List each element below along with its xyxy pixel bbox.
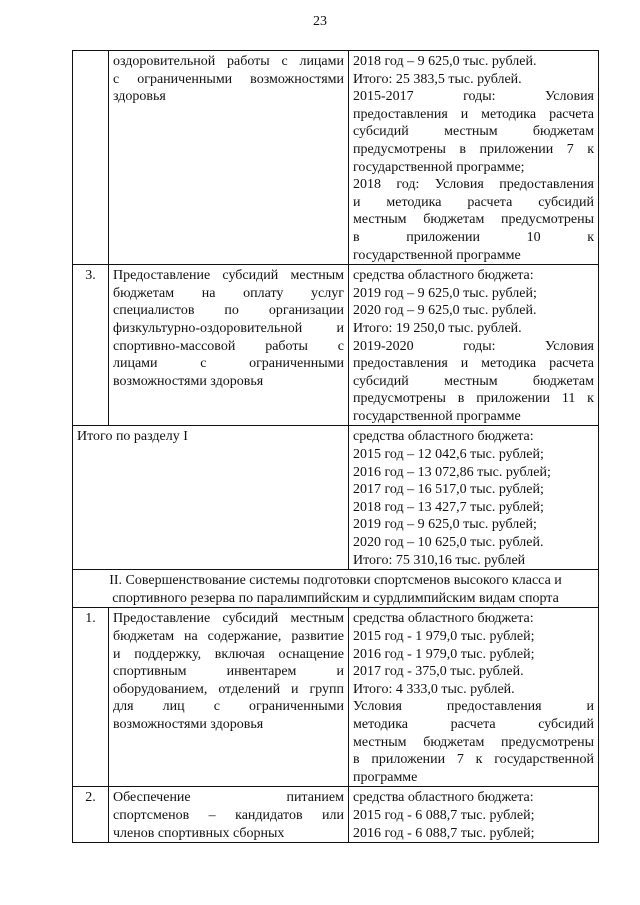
text-line: государственной программе; bbox=[353, 159, 525, 175]
text-line: спортивным инвентарем и bbox=[113, 664, 344, 680]
text-line: 2016 год - 1 979,0 тыс. рублей; bbox=[353, 646, 535, 662]
text-line: оборудованием, отделений и групп bbox=[113, 681, 344, 697]
text-line: бюджетам на оплату услуг bbox=[113, 285, 344, 301]
text-line: возможностями здоровья bbox=[113, 373, 264, 389]
row-number: 3. bbox=[73, 265, 109, 426]
section-total-row bbox=[73, 426, 599, 570]
text-line: Итого: 75 310,16 тыс. рублей bbox=[353, 552, 526, 568]
program-table bbox=[72, 50, 599, 843]
text-line: субсидий местным бюджетам bbox=[353, 124, 594, 140]
text-line: 2017 год – 16 517,0 тыс. рублей; bbox=[353, 482, 544, 498]
text-line: 2018 год: Условия предоставления bbox=[353, 177, 594, 193]
text-line: бюджетам на содержание, развитие bbox=[113, 629, 344, 644]
section-total-funding bbox=[349, 426, 599, 570]
text-line: Предоставление субсидий местным bbox=[113, 611, 344, 627]
funding-cell bbox=[349, 608, 599, 787]
table-row bbox=[73, 608, 599, 787]
text-line: местным бюджетам предусмотрены bbox=[353, 212, 594, 228]
text-line: спортсменов – кандидатов или bbox=[113, 807, 344, 823]
text-line: Итого: 19 250,0 тыс. рублей. bbox=[353, 320, 522, 336]
text-line: методика расчета субсидий bbox=[353, 716, 594, 732]
text-line: местным бюджетам предусмотрены bbox=[353, 734, 594, 750]
text-line: возможностями здоровья bbox=[113, 716, 264, 732]
text-line: государственной программе bbox=[353, 247, 521, 263]
page-number: 23 bbox=[313, 14, 327, 29]
section-total-label: Итого по разделу I bbox=[73, 426, 349, 570]
table-row bbox=[73, 265, 599, 426]
section-heading-row bbox=[73, 570, 599, 608]
text-line: средства областного бюджета: bbox=[353, 268, 534, 284]
table-row bbox=[73, 787, 599, 843]
text-line: субсидий местным бюджетам bbox=[353, 373, 594, 389]
text-line: Итого: 25 383,5 тыс. рублей. bbox=[353, 71, 522, 87]
funding-cell bbox=[349, 787, 599, 843]
text-line: 2015-2017 годы: Условия bbox=[353, 89, 594, 105]
text-line: 2019 год – 9 625,0 тыс. рублей; bbox=[353, 285, 537, 301]
text-line: предусмотрены в приложении 11 к bbox=[353, 391, 594, 407]
funding-cell bbox=[349, 51, 599, 265]
text-line: Обеспечение питанием bbox=[113, 790, 344, 806]
measure-name bbox=[109, 51, 349, 265]
text-line: государственной программе bbox=[353, 408, 521, 424]
row-number bbox=[73, 51, 109, 265]
text-line: средства областного бюджета: bbox=[353, 790, 534, 806]
text-line: 2019 год – 9 625,0 тыс. рублей; bbox=[353, 517, 537, 533]
text-line: специалистов по организации bbox=[113, 303, 344, 319]
text-line: 2015 год – 12 042,6 тыс. рублей; bbox=[353, 447, 544, 463]
text-line: предоставления и методика расчета bbox=[353, 106, 594, 122]
text-line: и методика расчета субсидий bbox=[353, 194, 594, 210]
text-line: средства областного бюджета: bbox=[353, 429, 534, 445]
text-line: в приложении 7 к государственной bbox=[353, 752, 594, 768]
text-line: предусмотрены в приложении 7 к bbox=[353, 141, 594, 157]
text-line: 2018 год – 9 625,0 тыс. рублей. bbox=[353, 54, 537, 69]
text-line: 2015 год - 6 088,7 тыс. рублей; bbox=[353, 807, 535, 823]
text-line: 2019-2020 годы: Условия bbox=[353, 338, 594, 354]
text-line: 2020 год – 10 625,0 тыс. рублей. bbox=[353, 535, 544, 551]
measure-name bbox=[109, 787, 349, 843]
text-line: 2016 год – 13 072,86 тыс. рублей; bbox=[353, 464, 551, 480]
row-number: 1. bbox=[73, 608, 109, 787]
table-row bbox=[73, 51, 599, 265]
text-line: 2016 год - 6 088,7 тыс. рублей; bbox=[353, 825, 535, 841]
text-line: с ограниченными возможностями bbox=[113, 71, 344, 87]
text-line: в приложении 10 к bbox=[353, 229, 594, 245]
measure-name bbox=[109, 608, 349, 787]
text-line: членов спортивных сборных bbox=[113, 825, 285, 841]
text-line: оздоровительной работы с лицами bbox=[113, 54, 344, 69]
text-line: спортивно-массовой работы с bbox=[113, 338, 344, 354]
text-line: физкультурно-оздоровительной и bbox=[113, 320, 344, 336]
text-line: здоровья bbox=[113, 89, 166, 105]
text-line: Итого: 4 333,0 тыс. рублей. bbox=[353, 681, 515, 697]
text-line: 2017 год - 375,0 тыс. рублей. bbox=[353, 664, 524, 680]
section-heading: II. Совершенствование системы подготовки спортсменов высокого класса и спортивного резерва по паралимпийским и сурдлимпийским видам спорта bbox=[73, 570, 599, 608]
text-line: лицами с ограниченными bbox=[113, 356, 344, 372]
text-line: средства областного бюджета: bbox=[353, 611, 534, 627]
text-line: и поддержку, включая оснащение bbox=[113, 646, 344, 662]
text-line: Предоставление субсидий местным bbox=[113, 268, 344, 284]
text-line: 2015 год - 1 979,0 тыс. рублей; bbox=[353, 629, 535, 644]
text-line: программе bbox=[353, 769, 418, 785]
text-line: 2018 год – 13 427,7 тыс. рублей; bbox=[353, 499, 544, 515]
text-line: Условия предоставления и bbox=[353, 699, 594, 715]
text-line: предоставления и методика расчета bbox=[353, 356, 594, 372]
row-number: 2. bbox=[73, 787, 109, 843]
funding-cell bbox=[349, 265, 599, 426]
text-line: 2020 год – 9 625,0 тыс. рублей. bbox=[353, 303, 537, 319]
text-line: для лиц с ограниченными bbox=[113, 699, 344, 715]
measure-name bbox=[109, 265, 349, 426]
